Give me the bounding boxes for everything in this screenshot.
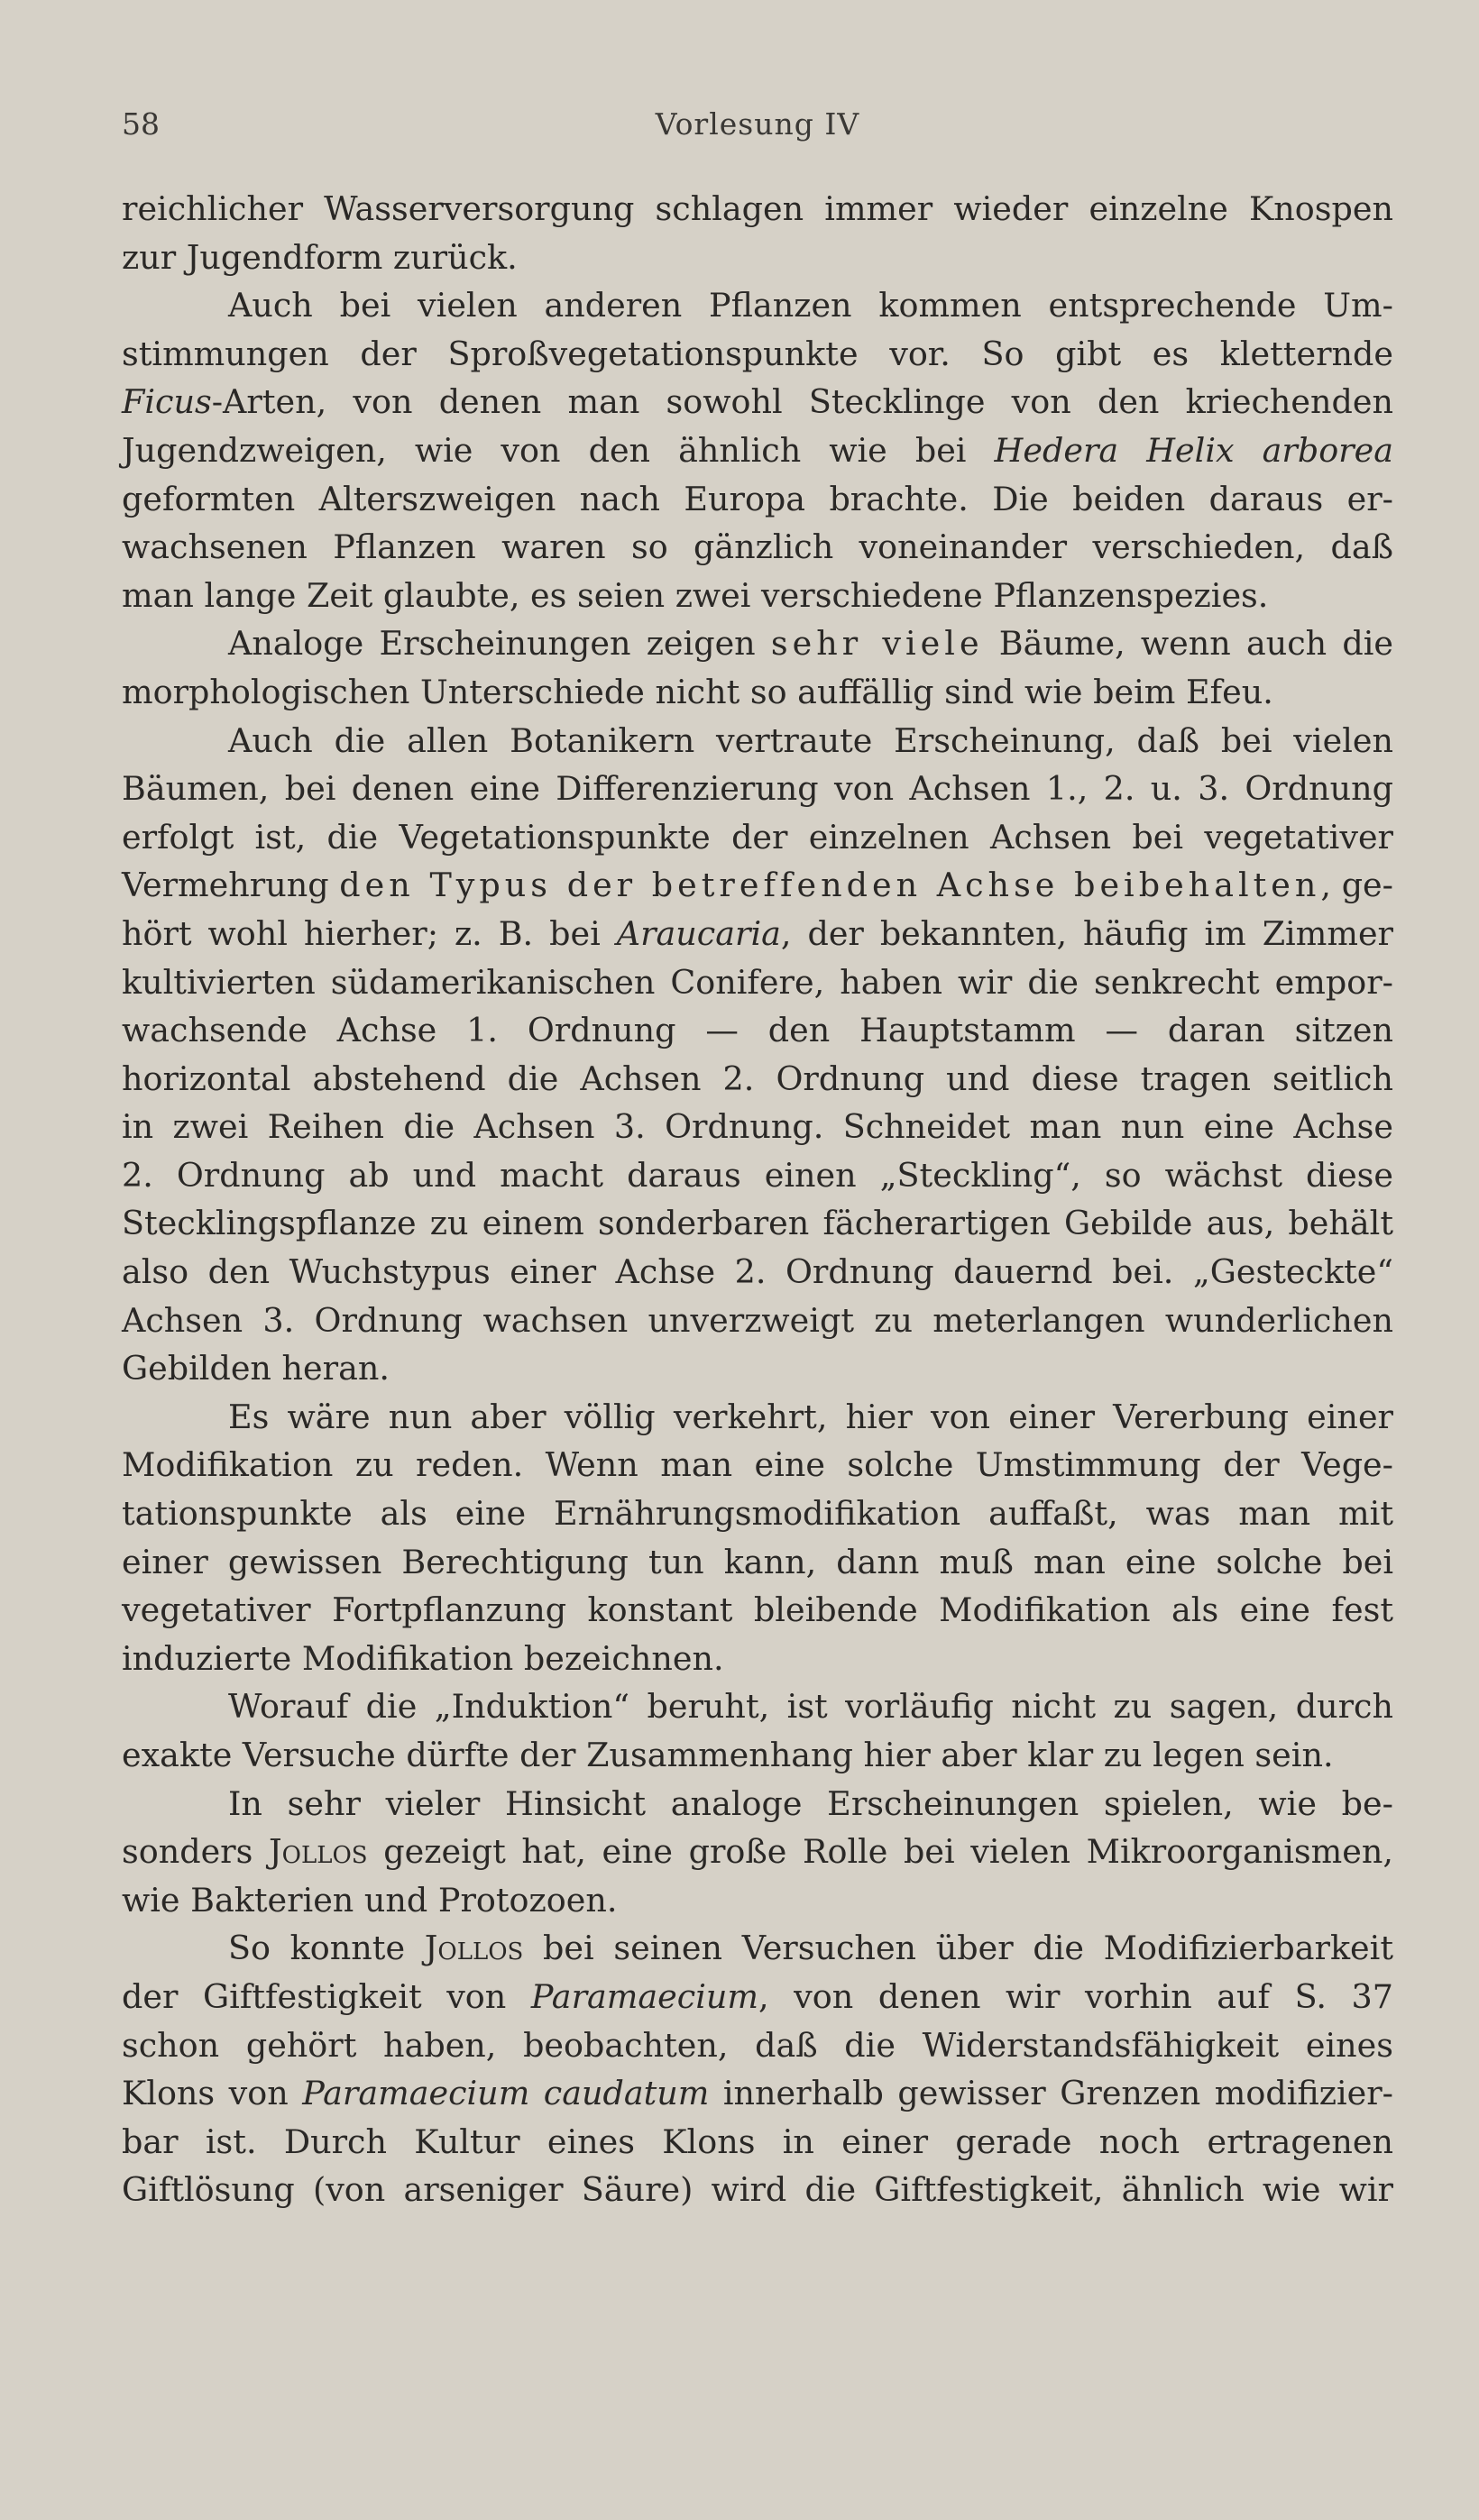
text-line: Ficus-Arten, von denen man sowohl Stecklinge von den kriechenden	[122, 382, 1393, 422]
text-line: wie Bakterien und Protozoen.	[122, 1880, 618, 1920]
text-line: kultivierten südamerikanischen Conifere, haben wir die senkrecht empor-	[122, 962, 1393, 1002]
text-line: Es wäre nun aber völlig verkehrt, hier von einer Vererbung einer	[228, 1397, 1393, 1436]
text-line: Auch bei vielen anderen Pflanzen kommen entsprechende Um-	[228, 286, 1393, 325]
text-line: wachsenen Pflanzen waren so gänzlich voneinander verschieden, daß	[122, 527, 1393, 567]
text-line: stimmungen der Sproßvegetationspunkte vor. So gibt es kletternde	[122, 334, 1393, 373]
text-line: tationspunkte als eine Ernährungsmodifikation auffaßt, was man mit	[122, 1494, 1393, 1534]
text-line: Stecklingspflanze zu einem sonderbaren fächerartigen Gebilde aus, behält	[122, 1204, 1393, 1243]
body-text	[122, 185, 1393, 2214]
text-line: Klons von Paramaecium caudatum innerhalb gewisser Grenzen modifizier-	[122, 2074, 1393, 2113]
text-line: schon gehört haben, beobachten, daß die Widerstandsfähigkeit eines	[122, 2025, 1393, 2065]
text-line: sonders Jollos gezeigt hat, eine große Rolle bei vielen Mikroorganismen,	[122, 1832, 1393, 1872]
text-line: induzierte Modifikation bezeichnen.	[122, 1638, 724, 1678]
text-line: Worauf die „Induktion“ beruht, ist vorläufig nicht zu sagen, durch	[228, 1687, 1393, 1727]
text-line: man lange Zeit glaubte, es seien zwei verschiedene Pflanzenspezies.	[122, 575, 1269, 615]
text-line: zur Jugendform zurück.	[122, 237, 518, 277]
text-line: wachsende Achse 1. Ordnung — den Hauptstamm — daran sitzen	[122, 1011, 1393, 1050]
text-line: Vermehrung den Typus der betreffenden Achse beibehalten, ge-	[122, 866, 1393, 905]
text-line: Jugendzweigen, wie von den ähnlich wie bei Hedera Helix arborea	[122, 430, 1393, 470]
text-line: in zwei Reihen die Achsen 3. Ordnung. Schneidet man nun eine Achse	[122, 1107, 1393, 1147]
page-header	[122, 106, 1393, 160]
page-number: 58	[122, 106, 160, 142]
text-line: Auch die allen Botanikern vertraute Erscheinung, daß bei vielen	[228, 720, 1393, 760]
text-line: hört wohl hierher; z. B. bei Araucaria, der bekannten, häufig im Zimmer	[122, 913, 1393, 953]
text-line: erfolgt ist, die Vegetationspunkte der einzelnen Achsen bei vegetativer	[122, 817, 1393, 857]
text-line: In sehr vieler Hinsicht analoge Erscheinungen spielen, wie be-	[228, 1783, 1393, 1823]
text-line: exakte Versuche dürfte der Zusammenhang hier aber klar zu legen sein.	[122, 1736, 1334, 1774]
text-line: Gebilden heran.	[122, 1349, 390, 1388]
running-head: Vorlesung IV	[655, 106, 860, 142]
text-line: Analoge Erscheinungen zeigen sehr viele Bäume, wenn auch die	[228, 624, 1394, 664]
text-line: morphologischen Unterschiede nicht so auffällig sind wie beim Efeu.	[122, 672, 1273, 711]
text-line: Modifikation zu reden. Wenn man eine solche Umstimmung der Vege-	[122, 1445, 1393, 1485]
text-line: der Giftfestigkeit von Paramaecium, von denen wir vorhin auf S. 37	[122, 1976, 1393, 2016]
text-line: bar ist. Durch Kultur eines Klons in einer gerade noch ertragenen	[122, 2121, 1393, 2161]
text-line: Giftlösung (von arseniger Säure) wird die Giftfestigkeit, ähnlich wie wir	[122, 2170, 1393, 2210]
text-line: reichlicher Wasserversorgung schlagen immer wieder einzelne Knospen	[122, 189, 1393, 228]
text-line: einer gewissen Berechtigung tun kann, dann muß man eine solche bei	[122, 1542, 1393, 1581]
text-line: horizontal abstehend die Achsen 2. Ordnung und diese tragen seitlich	[122, 1058, 1393, 1098]
text-line: So konnte Jollos bei seinen Versuchen über die Modifizierbarkeit	[228, 1929, 1394, 1968]
text-line: vegetativer Fortpflanzung konstant bleibende Modifikation als eine fest	[122, 1590, 1393, 1630]
text-line: Achsen 3. Ordnung wachsen unverzweigt zu meterlangen wunderlichen	[122, 1300, 1393, 1340]
text-line: geformten Alterszweigen nach Europa brachte. Die beiden daraus er-	[122, 479, 1393, 518]
text-line: 2. Ordnung ab und macht daraus einen „Steckling“, so wächst diese	[122, 1155, 1393, 1195]
text-line: also den Wuchstypus einer Achse 2. Ordnung dauernd bei. „Gesteckte“	[122, 1252, 1393, 1292]
text-line: Bäumen, bei denen eine Differenzierung von Achsen 1., 2. u. 3. Ordnung	[122, 769, 1393, 809]
